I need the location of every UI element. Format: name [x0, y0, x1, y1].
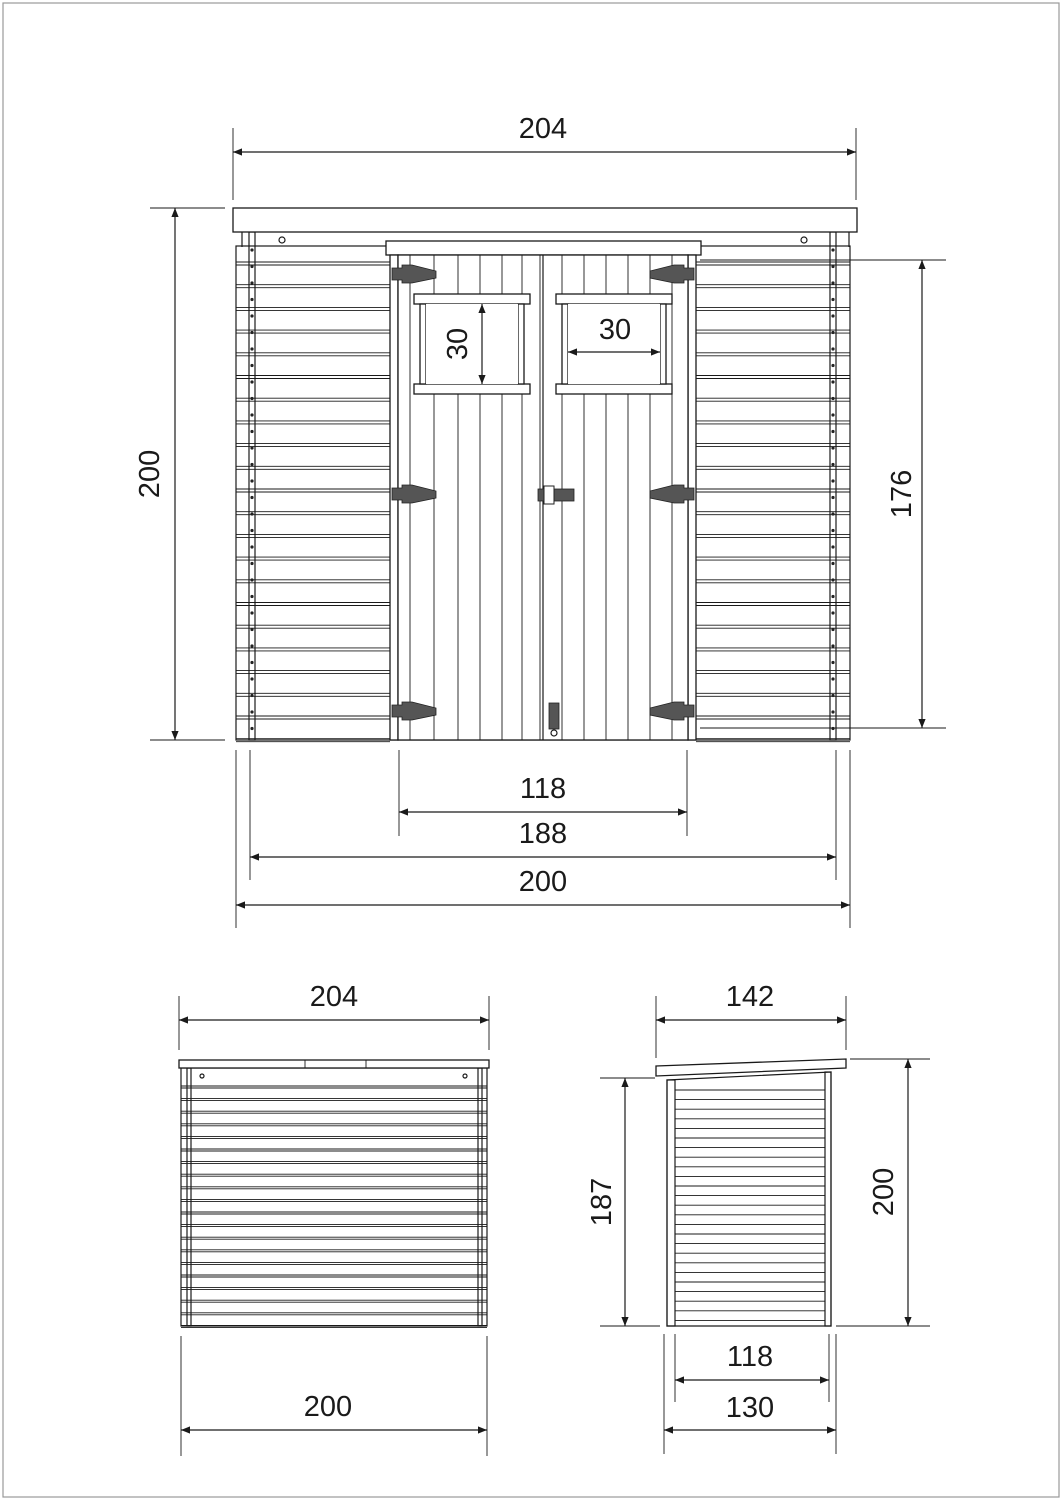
- nail-dot: [831, 298, 834, 301]
- nail-dot: [250, 595, 253, 598]
- nail-dot: [250, 562, 253, 565]
- front-height-label: 200: [134, 449, 166, 499]
- front-wall-planks-right: [696, 262, 850, 742]
- nail-dot: [250, 677, 253, 680]
- nail-dot: [250, 727, 253, 730]
- side-roof: [656, 1059, 846, 1076]
- nail-dot: [831, 463, 834, 466]
- side-front-height-label: 200: [868, 1167, 900, 1217]
- screw-right-icon: [801, 237, 807, 243]
- inner-width-label: 188: [518, 818, 568, 850]
- nail-dot: [831, 347, 834, 350]
- side-roof-depth-label: 142: [725, 981, 775, 1013]
- nail-dot: [250, 611, 253, 614]
- nail-dot: [831, 628, 834, 631]
- nail-dot: [831, 562, 834, 565]
- front-wall-planks-left: [236, 262, 390, 742]
- side-inner-depth-label: 118: [726, 1341, 774, 1373]
- back-wall-planks: [181, 1086, 487, 1327]
- nail-dot: [250, 380, 253, 383]
- nail-dot: [250, 413, 253, 416]
- back-view: [179, 1060, 489, 1327]
- front-view: [233, 208, 857, 742]
- base-width-label: 200: [518, 866, 568, 898]
- nail-dot: [831, 446, 834, 449]
- nail-dot: [250, 446, 253, 449]
- nail-dot: [250, 265, 253, 268]
- nail-dot: [831, 281, 834, 284]
- screw-left-icon: [279, 237, 285, 243]
- nail-dot: [250, 430, 253, 433]
- nail-dot: [250, 314, 253, 317]
- nail-dot: [831, 677, 834, 680]
- door-lintel: [386, 241, 701, 255]
- nail-dot: [831, 364, 834, 367]
- nail-dot: [250, 298, 253, 301]
- nail-dot: [831, 661, 834, 664]
- door-width-label: 118: [519, 773, 567, 805]
- back-roof-width-label: 204: [309, 981, 359, 1013]
- nail-dot: [831, 331, 834, 334]
- nail-dot: [250, 694, 253, 697]
- nail-dot: [250, 661, 253, 664]
- nail-dot: [250, 578, 253, 581]
- side-base-depth-label: 130: [725, 1392, 775, 1424]
- nail-dot: [250, 644, 253, 647]
- nail-dot: [250, 710, 253, 713]
- front-roof: [233, 208, 857, 232]
- nail-dot: [250, 364, 253, 367]
- nail-dot: [250, 496, 253, 499]
- nail-dot: [831, 727, 834, 730]
- nail-dot: [831, 314, 834, 317]
- nail-dot: [831, 430, 834, 433]
- nail-dot: [250, 529, 253, 532]
- nail-dot: [831, 512, 834, 515]
- window-height-label: 30: [442, 327, 474, 361]
- nail-dot: [831, 397, 834, 400]
- back-roof: [179, 1060, 489, 1068]
- nail-dot: [250, 463, 253, 466]
- nail-dot: [250, 347, 253, 350]
- nail-dot: [250, 397, 253, 400]
- nail-dot: [831, 578, 834, 581]
- nail-dot: [831, 529, 834, 532]
- nail-dot: [831, 611, 834, 614]
- nail-dot: [250, 331, 253, 334]
- nail-dot: [250, 281, 253, 284]
- nail-dot: [831, 413, 834, 416]
- nail-dot: [831, 595, 834, 598]
- nail-dot: [831, 479, 834, 482]
- nail-dot: [250, 479, 253, 482]
- window-width-label: 30: [598, 314, 632, 346]
- nail-dot: [250, 512, 253, 515]
- side-wall-outline: [667, 1072, 831, 1326]
- nail-dot: [831, 710, 834, 713]
- nail-dot: [831, 694, 834, 697]
- nail-dot: [831, 248, 834, 251]
- nail-dot: [831, 644, 834, 647]
- side-rear-height-label: 187: [586, 1177, 618, 1227]
- back-base-width-label: 200: [303, 1391, 353, 1423]
- nail-dot: [831, 545, 834, 548]
- nail-dot: [831, 496, 834, 499]
- side-view: [656, 1059, 846, 1326]
- nail-dot: [250, 248, 253, 251]
- side-wall-planks: [675, 1090, 825, 1320]
- nail-dot: [831, 265, 834, 268]
- nail-dot: [250, 545, 253, 548]
- nail-dot: [831, 380, 834, 383]
- front-roof-width-label: 204: [518, 113, 568, 145]
- door-height-label: 176: [886, 469, 918, 519]
- nail-dot: [250, 628, 253, 631]
